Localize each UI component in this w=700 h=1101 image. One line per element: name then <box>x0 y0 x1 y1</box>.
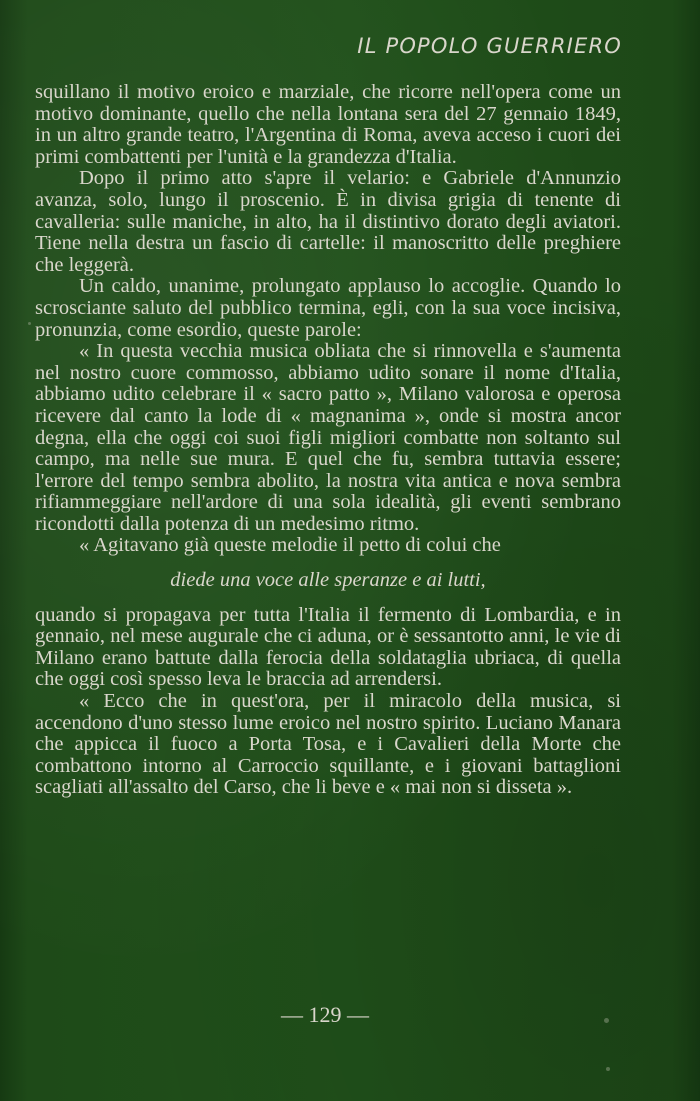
paper-speck <box>604 1018 609 1023</box>
paragraph-2: Dopo il primo atto s'apre il velario: e Gabriele d'Annunzio avanza, solo, lungo il proscenio. È in divisa grigia di tenente di cavalleria: sulle maniche, in alto, ha il distintivo dorato degli aviatori. Tiene nella destra un fascio di cartelle: il manoscritto delle preghiere che leggerà. <box>35 167 621 276</box>
paragraph-6: quando si propagava per tutta l'Italia il fermento di Lombardia, e in gennaio, nel mese augurale che ci aduna, or è sessantotto anni, le vie di Milano erano battute dalla ferocia della soldataglia ubriaca, di quella che oggi così spesso leva le braccia ad arrendersi. <box>35 603 621 691</box>
verse-quote: diede una voce alle speranze e ai lutti, <box>170 569 486 592</box>
paragraph-3: Un caldo, unanime, prolungato applauso lo accoglie. Quando lo scrosciante saluto del pubblico termina, egli, con la sua voce incisiva, pronunzia, come esordio, queste parole: <box>35 275 621 341</box>
paragraph-5: « Agitavano già queste melodie il petto di colui che <box>79 534 501 557</box>
paragraph-7: « Ecco che in quest'ora, per il miracolo della musica, si accendono d'uno stesso lume eroico nel nostro spirito. Luciano Manara che appicca il fuoco a Porta Tosa, e i Cavalieri della Morte che combattono intorno al Carroccio squillante, e i giovani battaglioni scagliati all'assalto del Carso, che li beve e « mai non si disseta ». <box>35 690 621 799</box>
paragraph-4: « In questa vecchia musica obliata che si rinnovella e s'aumenta nel nostro cuore commosso, abbiamo udito sonare il nome d'Italia, abbiamo udito celebrare il « sacro patto », Milano valorosa e operosa ricevere dal canto la lode di « magnanima », onde si mostra ancor degna, ella che oggi coi suoi figli migliori combatte non soltanto sul campo, ma nelle sue mura. E quel che fu, sembra tuttavia essere; l'errore del tempo sembra abolito, la nostra vita antica e nova sembra rifiammeggiare nell'ardore di una sola idealità, gli eventi sembrano ricondotti dalla potenza di un medesimo ritmo. <box>35 340 621 535</box>
running-title: IL POPOLO GUERRIERO <box>357 34 622 58</box>
page-number: — 129 — <box>281 1002 369 1027</box>
paper-speck <box>606 1067 610 1071</box>
paper-speck <box>28 322 31 325</box>
paragraph-1: squillano il motivo eroico e marziale, che ricorre nell'opera come un motivo dominante, quello che nella lontana sera del 27 gennaio 1849, in un altro grande teatro, l'Argentina di Roma, aveva acceso i cuori dei primi combattenti per l'unità e la grandezza d'Italia. <box>35 81 621 168</box>
page-body <box>35 82 621 799</box>
